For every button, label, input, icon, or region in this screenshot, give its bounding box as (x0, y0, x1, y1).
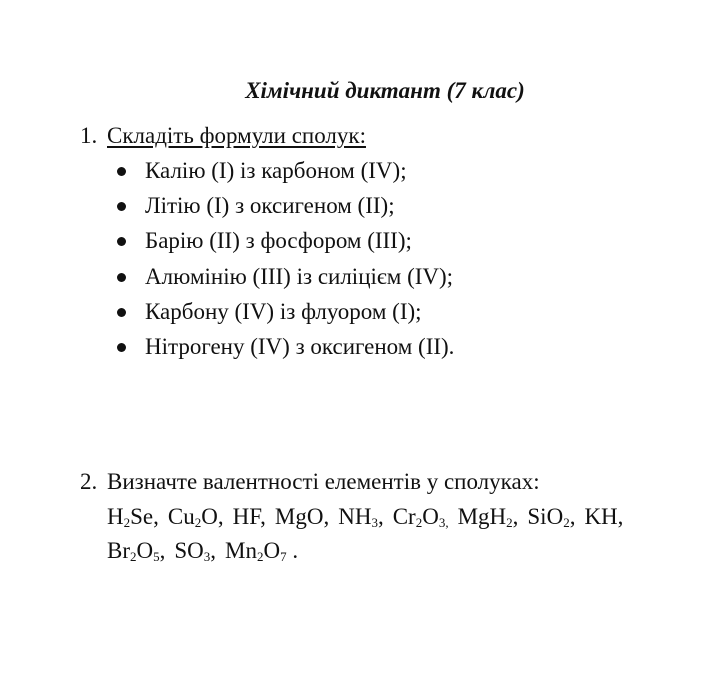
formula-list-line-1 (107, 503, 725, 531)
formula-list-line-2 (107, 537, 725, 565)
question-2-number: 2. (80, 469, 98, 494)
list-item: Барію (ІІ) з фосфором (ІІІ); (110, 227, 454, 262)
question-1-list (110, 157, 454, 368)
bullet-icon (117, 202, 126, 211)
chemical-formula: HF, (232, 504, 266, 529)
chemical-formula: $SO_3$, (174, 538, 217, 564)
chemical-formula: $NH_3$, (338, 504, 384, 530)
bullet-icon (117, 308, 126, 317)
list-item: Нітрогену (IV) з оксигеном (ІІ). (110, 333, 454, 368)
bullet-icon (117, 273, 126, 282)
chemical-formula: $Cu_2O$, (167, 504, 224, 530)
chemical-formula: MgH$_2$, (457, 504, 519, 530)
document-title: Хімічний диктант (7 клас) (245, 78, 525, 103)
list-item: Літію (І) з оксигеном (ІІ); (110, 192, 454, 227)
question-2 (80, 468, 540, 496)
chemical-formula: SiO$_2$, (527, 504, 576, 530)
question-1-text: Складіть формули сполук: (107, 123, 366, 148)
bullet-icon (117, 167, 126, 176)
chemical-formula: $H_2Se$, (107, 504, 159, 530)
bullet-icon (117, 237, 126, 246)
chemical-formula: $Cr_2O_{3,}$ (392, 504, 449, 530)
question-2-text: Визначте валентності елементів у сполуках: (107, 469, 540, 494)
list-item: Алюмінію (ІІІ) із силіцієм (IV); (110, 263, 454, 298)
list-item: Калію (І) із карбоном (IV); (110, 157, 454, 192)
chemical-formula: $Mn_2O_7$ . (225, 538, 299, 564)
question-1 (80, 122, 366, 150)
bullet-icon (117, 343, 126, 352)
chemical-formula: MgO, (274, 504, 330, 529)
chemical-formula: $Br_2O_5$, (107, 538, 166, 564)
question-1-number: 1. (80, 123, 98, 148)
chemical-formula: KH, (584, 504, 624, 529)
list-item: Карбону (IV) із флуором (І); (110, 298, 454, 333)
